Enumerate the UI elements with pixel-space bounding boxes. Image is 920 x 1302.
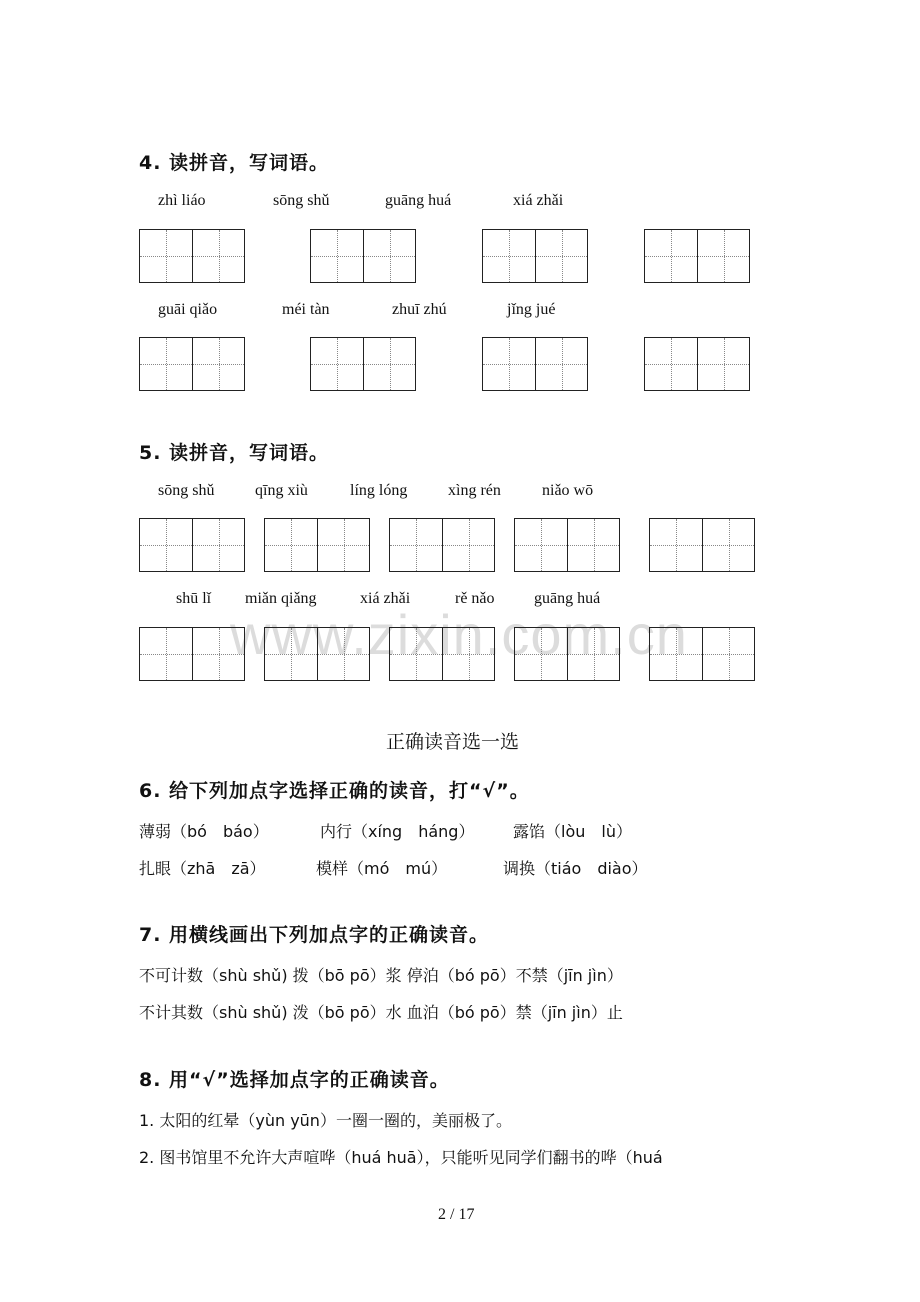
answer-grid[interactable]: [264, 518, 370, 572]
q4-pinyin-5: guāi qiǎo: [158, 301, 218, 318]
q6-item-6: 调换（tiáo diào）: [503, 859, 648, 878]
q6-item-4: 扎眼（zhā zā）: [139, 859, 266, 878]
q6-item-1: 薄弱（bó báo）: [139, 822, 269, 841]
answer-grid[interactable]: [139, 627, 245, 681]
q4-title: 4. 读拼音，写词语。: [139, 152, 330, 174]
q5-pinyin-4: xìng rén: [448, 482, 501, 499]
answer-grid[interactable]: [139, 337, 245, 391]
q4-pinyin-8: jǐng jué: [507, 301, 556, 318]
q4-pinyin-4: xiá zhǎi: [513, 192, 564, 209]
q5-pinyin-5: niǎo wō: [542, 482, 594, 499]
q4-pinyin-1: zhì liáo: [158, 192, 206, 209]
q4-pinyin-3: guāng huá: [385, 192, 452, 209]
q7-line-2: 不计其数（shù shǔ) 泼（bō pō）水 血泊（bó pō）禁（jīn jìn）止: [139, 1003, 623, 1022]
watermark: www.zixin.com.cn: [230, 603, 688, 666]
q4-pinyin-7: zhuī zhú: [392, 301, 447, 318]
q4-pinyin-6: méi tàn: [282, 301, 330, 318]
q5-pinyin-8: xiá zhǎi: [360, 590, 411, 607]
q8-line-1: 1. 太阳的红晕（yùn yūn）一圈一圈的，美丽极了。: [139, 1111, 512, 1130]
q6-item-5: 模样（mó mú）: [316, 859, 448, 878]
section-title: 正确读音选一选: [386, 731, 520, 753]
answer-grid[interactable]: [649, 518, 755, 572]
answer-grid[interactable]: [139, 229, 245, 283]
answer-grid[interactable]: [264, 627, 370, 681]
q6-item-2: 内行（xíng háng）: [320, 822, 475, 841]
answer-grid[interactable]: [310, 337, 416, 391]
q6-title: 6. 给下列加点字选择正确的读音，打“√”。: [139, 780, 530, 802]
answer-grid[interactable]: [649, 627, 755, 681]
q8-title: 8. 用“√”选择加点字的正确读音。: [139, 1069, 450, 1091]
q5-pinyin-10: guāng huá: [534, 590, 601, 607]
answer-grid[interactable]: [644, 229, 750, 283]
q5-pinyin-7: miǎn qiǎng: [245, 590, 317, 607]
q5-title: 5. 读拼音，写词语。: [139, 442, 330, 464]
q7-title: 7. 用横线画出下列加点字的正确读音。: [139, 924, 490, 946]
page-number: 2 / 17: [438, 1206, 475, 1223]
answer-grid[interactable]: [514, 627, 620, 681]
answer-grid[interactable]: [514, 518, 620, 572]
answer-grid[interactable]: [310, 229, 416, 283]
q4-pinyin-2: sōng shǔ: [273, 192, 330, 209]
q5-pinyin-3: líng lóng: [350, 482, 408, 499]
q8-line-2: 2. 图书馆里不允许大声喧哗（huá huā），只能听见同学们翻书的哗（huá: [139, 1148, 663, 1167]
q7-line-1: 不可计数（shù shǔ) 拨（bō pō）浆 停泊（bó pō）不禁（jīn jìn）: [139, 966, 623, 985]
q6-item-3: 露馅（lòu lù）: [513, 822, 632, 841]
answer-grid[interactable]: [389, 627, 495, 681]
answer-grid[interactable]: [139, 518, 245, 572]
q5-pinyin-1: sōng shǔ: [158, 482, 215, 499]
answer-grid[interactable]: [482, 337, 588, 391]
q5-pinyin-6: shū lǐ: [176, 590, 212, 607]
q5-pinyin-2: qīng xiù: [255, 482, 308, 499]
q5-pinyin-9: rě nǎo: [455, 590, 495, 607]
answer-grid[interactable]: [482, 229, 588, 283]
answer-grid[interactable]: [389, 518, 495, 572]
answer-grid[interactable]: [644, 337, 750, 391]
